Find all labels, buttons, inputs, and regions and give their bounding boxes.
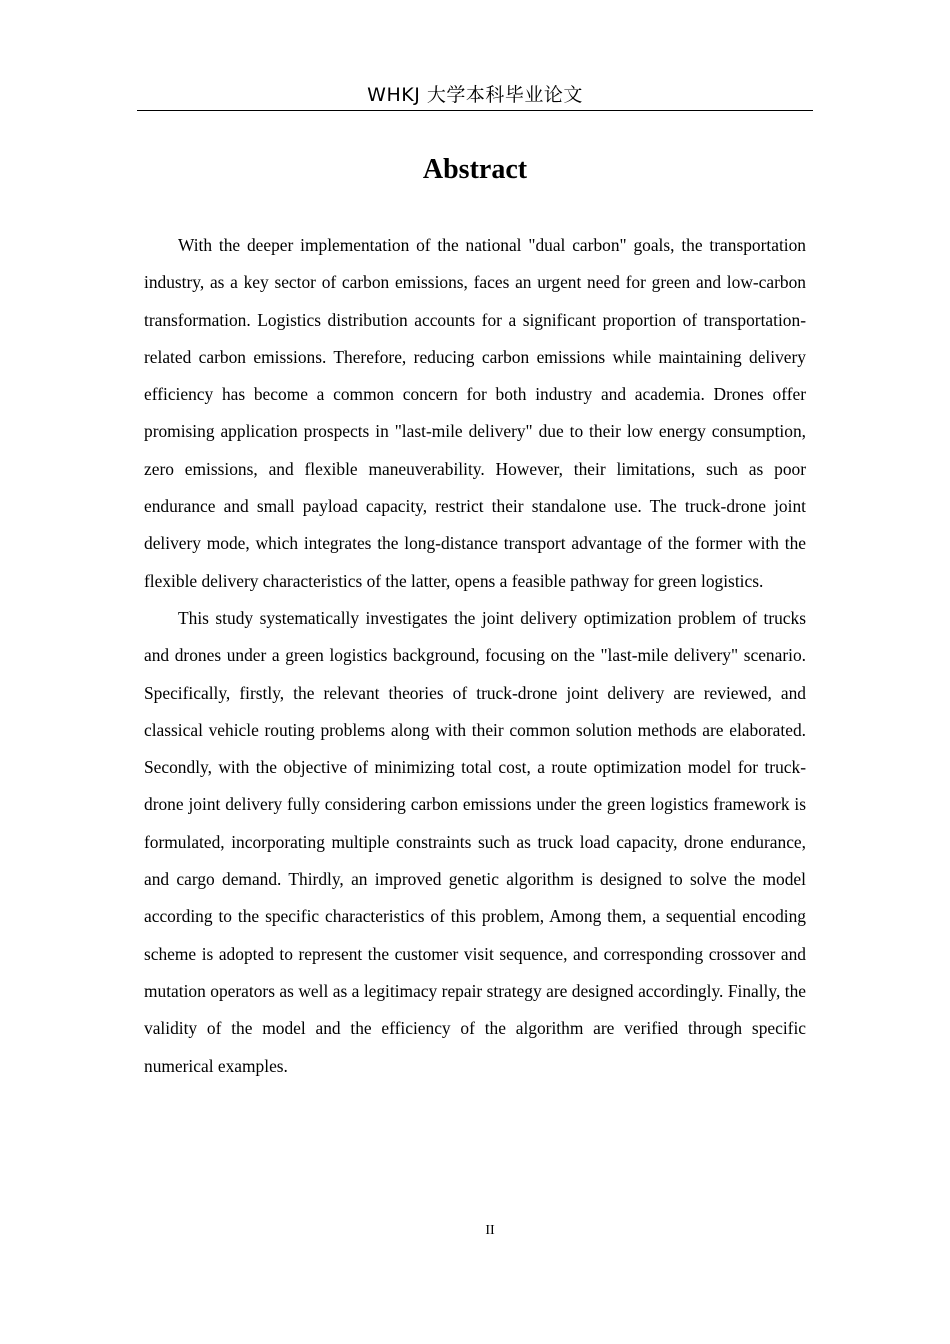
page-number: II — [485, 1223, 495, 1238]
page-header — [137, 82, 813, 111]
abstract-paragraph-2: This study systematically investigates the joint delivery optimization problem of trucks and drones under a green logistics background, focusing on the "last-mile delivery" scenario. Specifically, firstly, the relevant theories of truck-drone joint delivery are reviewed, and classical vehicle routing problems along with their common solution methods are elaborated. Secondly, with the objective of minimizing total cost, a route optimization model for truck-drone joint delivery fully considering carbon emissions under the green logistics framework is formulated, incorporating multiple constraints such as truck load capacity, drone endurance, and cargo demand. Thirdly, an improved genetic algorithm is designed to solve the model according to the specific characteristics of this problem, Among them, a sequential encoding scheme is adopted to represent the customer visit sequence, and corresponding crossover and mutation operators as well as a legitimacy repair strategy are designed accordingly. Finally, the validity of the model and the efficiency of the algorithm are verified through specific numerical examples. — [144, 607, 806, 1076]
header-title: WHKJ 大学本科毕业论文 — [367, 84, 583, 106]
abstract-body — [144, 227, 806, 1085]
abstract-title: Abstract — [422, 154, 528, 185]
abstract-paragraph-1: With the deeper implementation of the national "dual carbon" goals, the transportation industry, as a key sector of carbon emissions, faces an urgent need for green and low-carbon transformation. Logistics distribution accounts for a significant proportion of transportation-related carbon emissions. Therefore, reducing carbon emissions while maintaining delivery efficiency has become a common concern for both industry and academia. Drones offer promising application prospects in "last-mile delivery" due to their low energy consumption, zero emissions, and flexible maneuverability. However, their limitations, such as poor endurance and small payload capacity, restrict their standalone use. The truck-drone joint delivery mode, which integrates the long-distance transport advantage of the former with the flexible delivery characteristics of the latter, opens a feasible pathway for green logistics. — [144, 235, 806, 591]
